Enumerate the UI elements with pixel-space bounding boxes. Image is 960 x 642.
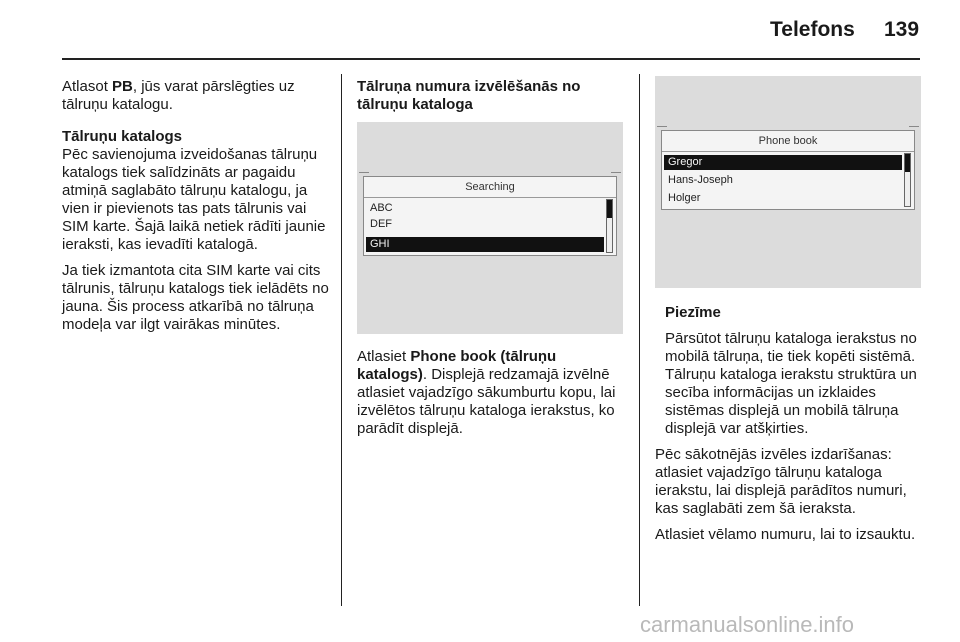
screen-scrollbar[interactable] xyxy=(606,199,613,253)
intro-paragraph xyxy=(62,78,330,114)
column-2 xyxy=(357,78,629,122)
intro-bold-term: PB xyxy=(112,78,133,95)
column-divider-right xyxy=(639,74,640,606)
screen-list-item[interactable]: Hans-Joseph xyxy=(668,174,733,186)
phonebook-screen-image xyxy=(655,76,921,288)
intro-text-end: , jūs varat pārslēgties uz tālruņu katalogu. xyxy=(62,78,295,113)
header-divider xyxy=(62,58,920,60)
screen-list-item[interactable]: DEF xyxy=(370,218,392,230)
screen-list-item[interactable]: ABC xyxy=(370,202,393,214)
select-text-end: . Displejā redzamajā izvēlnē atlasiet vajadzīgo sākumburtu kopu, lai izvēlētos tālruņu kataloga ierakstus, ko parādīt displejā. xyxy=(357,366,616,437)
screen-scrollbar-thumb[interactable] xyxy=(905,154,910,172)
phonebook-panel xyxy=(661,130,915,210)
screen-list-item-selected[interactable]: GHI xyxy=(366,237,604,252)
watermark: carmanualsonline.info xyxy=(640,612,855,637)
section-title: Tālruņu katalogs xyxy=(62,128,183,145)
select-phonebook-paragraph xyxy=(357,348,629,438)
searching-panel xyxy=(363,176,617,256)
note-box xyxy=(665,304,923,438)
select-text: Atlasiet xyxy=(357,348,411,365)
column-2-heading: Tālruņa numura izvēlēšanās no tālruņu kataloga xyxy=(357,78,581,113)
phonebook-screen-title: Phone book xyxy=(758,135,818,147)
column-3-body xyxy=(655,304,923,552)
column-1 xyxy=(62,78,330,342)
screen-list-item-selected[interactable]: Gregor xyxy=(664,155,902,170)
phone-book-menu-term: Phone book (tālruņu katalogs) xyxy=(357,348,557,383)
screen-list-item[interactable]: Holger xyxy=(668,192,701,204)
screen-scrollbar[interactable] xyxy=(904,153,911,207)
reload-paragraph: Ja tiek izmantota cita SIM karte vai cits tālrunis, tālruņu katalogs tiek ielādēts no jauna. Šis process atkarībā no tālruņa modeļa var ilgt vairākas minūtes. xyxy=(62,262,329,333)
page-header-title: Telefons xyxy=(770,18,855,41)
note-title: Piezīme xyxy=(665,304,721,321)
column-2-body xyxy=(357,348,629,446)
screen-scrollbar-thumb[interactable] xyxy=(607,200,612,218)
after-selection-paragraph: Pēc sākotnējās izvēles izdarīšanas: atlasiet vajadzīgo tālruņu kataloga ierakstu, lai displejā parādītos numuri, kas saglabāti zem šā ieraksta. xyxy=(655,446,907,517)
intro-text: Atlasot xyxy=(62,78,113,95)
page-number: 139 xyxy=(884,18,920,41)
column-divider-left xyxy=(341,74,342,606)
searching-screen-title: Searching xyxy=(465,181,515,193)
dial-paragraph: Atlasiet vēlamo numuru, lai to izsauktu. xyxy=(655,526,916,543)
note-text: Pārsūtot tālruņu kataloga ierakstus no mobilā tālruņa, tie tiek kopēti sistēmā. Tālruņu kataloga ierakstu struktūra un secība informācijas un izklaides sistēmas displejā un mobilā tālruņa displejā var atšķirties. xyxy=(665,330,917,437)
section-paragraph: Pēc savienojuma izveidošanas tālruņu katalogs tiek salīdzināts ar pagaidu atmiņā saglabāto tālruņu katalogu, ja vien ir pievienots tas pats tālrunis vai SIM karte. Šajā laikā netiek rādīti jaunie ieraksti, kas ievadīti katalogā. xyxy=(62,146,326,253)
searching-screen-image xyxy=(357,122,623,334)
